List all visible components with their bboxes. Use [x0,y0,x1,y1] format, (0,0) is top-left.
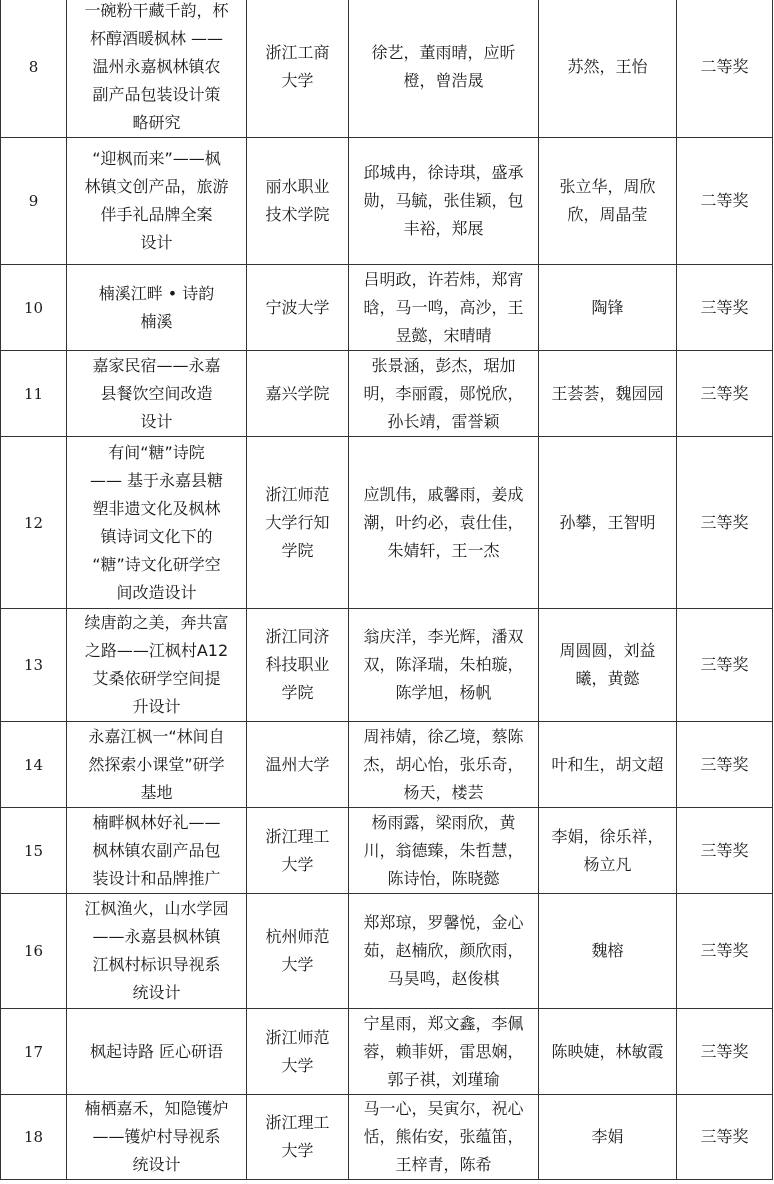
school-cell [247,351,349,437]
project-title-cell-line: 副产品包装设计策 [92,85,221,104]
students-cell-line: 朱婧轩，王一杰 [387,540,500,560]
school-cell-line: 大学 [281,1141,314,1160]
award-cell: 三等奖 [677,1009,773,1095]
advisors-cell [539,1095,677,1180]
row-number-cell: 17 [1,1009,67,1095]
school-cell [247,265,349,351]
advisors-cell-line: 李娟 [591,1127,624,1146]
row-number-cell: 10 [1,265,67,351]
project-title-cell-line: 之路——江枫村A12 [84,641,229,660]
project-title-cell-line: “迎枫而来”——枫 [92,149,221,168]
school-cell-line: 科技职业 [265,655,330,674]
school-cell [247,722,349,808]
project-title-cell-line: 楠溪江畔 • 诗韵 [98,283,215,303]
advisors-cell-line: 张立华，周欣 [559,177,656,196]
advisors-cell [539,138,677,265]
students-cell-line: 郭子祺，刘瑾瑜 [387,1069,500,1089]
project-title-cell-line: 统设计 [132,983,181,1002]
project-title-cell-line: 永嘉江枫一“林间自 [88,726,225,746]
students-cell-line: 明，李丽霞，郧悦欣， [363,383,524,403]
project-title-cell-line: ——永嘉县枫林镇 [92,927,221,946]
advisors-cell [539,894,677,1009]
advisors-cell-line: 杨立凡 [583,854,632,874]
project-title-cell-line: 县餐饮空间改造 [100,383,213,403]
project-title-cell [67,1009,247,1095]
table-row [1,609,773,722]
school-cell-line: 杭州师范 [265,927,330,946]
project-title-cell [67,265,247,351]
table-row [1,0,773,138]
project-title-cell [67,722,247,808]
school-cell-line: 学院 [281,683,314,702]
students-cell-line: 马一心，吴寅尔，祝心 [363,1099,524,1118]
school-cell [247,894,349,1009]
students-cell-line: 勋，马毓，张佳颖，包 [363,191,524,210]
school-cell-line: 温州大学 [265,754,330,774]
school-cell-line: 大学 [281,854,314,874]
students-cell-line: 陈学旭，杨帆 [395,683,492,702]
students-cell-line: 双，陈泽瑞，朱柏璇， [363,655,524,674]
advisors-cell-line: 苏然，王怡 [567,57,648,76]
students-cell [349,437,539,609]
project-title-cell [67,808,247,894]
students-cell-line: 张景涵，彭杰，琚加 [371,355,516,375]
advisors-cell [539,0,677,138]
school-cell-line: 大学行知 [265,512,330,532]
table-body [1,0,773,1180]
students-cell-line: 孙长靖，雷誉颖 [387,411,500,431]
students-cell-line: 邱城冉，徐诗琪，盛承 [363,163,524,182]
advisors-cell [539,1009,677,1095]
school-cell-line: 浙江工商 [265,43,330,62]
students-cell-line: 徐艺，董雨晴，应昕 [371,43,516,62]
students-cell-line: 昱懿，宋晴晴 [395,325,492,345]
project-title-cell-line: 楠栖嘉禾，知隐镬炉 [84,1099,229,1118]
project-title-cell-line: 枫林镇农副产品包 [92,840,221,860]
project-title-cell-line: 枫起诗路 匠心研语 [89,1041,224,1061]
students-cell [349,894,539,1009]
school-cell-line: 浙江理工 [265,826,330,846]
project-title-cell-line: 升设计 [132,697,181,716]
students-cell [349,1009,539,1095]
advisors-cell [539,437,677,609]
school-cell-line: 技术学院 [265,205,330,224]
school-cell-line: 大学 [281,1055,314,1075]
advisors-cell [539,609,677,722]
school-cell-line: 浙江理工 [265,1113,330,1132]
students-cell-line: 宁星雨，郑文鑫，李佩 [363,1013,524,1033]
students-cell-line: 马昊鸣，赵俊棋 [387,969,500,988]
advisors-cell-line: 李娟，徐乐祥， [551,826,664,846]
school-cell-line: 浙江师范 [265,484,330,504]
school-cell [247,609,349,722]
project-title-cell-line: 江枫渔火，山水学园 [84,899,229,918]
table-row [1,894,773,1009]
students-cell [349,808,539,894]
students-cell-line: 郑郑琼，罗馨悦，金心 [363,913,524,932]
students-cell-line: 吕明政，许若炜，郑宵 [363,269,524,289]
award-cell: 三等奖 [677,609,773,722]
project-title-cell-line: 杯醇酒暖枫林 —— [89,29,224,48]
students-cell-line: 橙，曾浩晟 [403,71,484,90]
students-cell-line: 应凯伟，戚馨雨，姜成 [363,484,524,504]
advisors-cell [539,722,677,808]
project-title-cell-line: 有间“糖”诗院 [108,442,205,462]
advisors-cell-line: 欣，周晶莹 [567,205,648,224]
project-title-cell-line: 装设计和品牌推广 [92,868,221,888]
table-row [1,1009,773,1095]
table-row [1,722,773,808]
school-cell-line: 浙江同济 [265,627,330,646]
row-number-cell: 12 [1,437,67,609]
row-number-cell: 15 [1,808,67,894]
advisors-cell-line: 叶和生，胡文超 [551,754,664,774]
advisors-cell-line: 陶锋 [591,297,624,317]
row-number-cell: 11 [1,351,67,437]
project-title-cell-line: 江枫村标识导视系 [92,955,221,974]
school-cell [247,437,349,609]
advisors-cell-line: 王荟荟，魏园园 [551,383,664,403]
project-title-cell [67,138,247,265]
students-cell-line: 川，翁德臻，朱哲慧， [363,840,524,860]
school-cell-line: 宁波大学 [265,297,330,317]
project-title-cell-line: 略研究 [132,113,181,132]
project-title-cell-line: ——镬炉村导视系 [92,1127,221,1146]
advisors-cell-line: 陈映婕，林敏霞 [551,1041,664,1061]
school-cell [247,138,349,265]
project-title-cell-line: 设计 [140,233,173,252]
students-cell-line: 王梓青，陈希 [395,1155,492,1174]
table-row [1,1095,773,1180]
table-row [1,808,773,894]
students-cell-line: 周祎婧，徐乙境，蔡陈 [363,726,524,746]
project-title-cell-line: 嘉家民宿——永嘉 [92,355,221,375]
students-cell-line: 翁庆洋，李光辉，潘双 [363,627,524,646]
award-cell: 三等奖 [677,265,773,351]
table-row [1,437,773,609]
project-title-cell [67,894,247,1009]
advisors-cell [539,351,677,437]
school-cell [247,1009,349,1095]
students-cell [349,722,539,808]
project-title-cell [67,351,247,437]
project-title-cell [67,0,247,138]
students-cell-line: 茹，赵楠欣，颜欣雨， [363,941,524,960]
school-cell [247,808,349,894]
students-cell-line: 晗，马一鸣，高沙，王 [363,297,524,317]
advisors-cell-line: 曦，黄懿 [575,669,640,688]
school-cell [247,1095,349,1180]
project-title-cell-line: “糖”诗文化研学空 [92,554,221,574]
row-number-cell: 13 [1,609,67,722]
project-title-cell-line: 基地 [140,782,173,802]
award-cell: 三等奖 [677,894,773,1009]
project-title-cell-line: 伴手礼品牌全案 [100,205,213,224]
project-title-cell-line: 一碗粉干藏千韵，杯 [84,1,229,20]
row-number-cell: 8 [1,0,67,138]
project-title-cell-line: —— 基于永嘉县糖 [89,470,224,490]
students-cell [349,351,539,437]
advisors-cell-line: 魏榕 [591,941,624,960]
project-title-cell-line: 间改造设计 [116,582,197,602]
award-cell: 二等奖 [677,138,773,265]
advisors-cell [539,808,677,894]
advisors-cell-line: 周圆圆，刘益 [559,641,656,660]
project-title-cell-line: 楠溪 [140,311,173,331]
project-title-cell-line: 续唐韵之美，奔共富 [84,613,229,632]
students-cell-line: 蓉，赖菲妍，雷思娴， [363,1041,524,1061]
school-cell-line: 大学 [281,71,314,90]
students-cell-line: 丰裕，郑展 [403,219,484,238]
project-title-cell [67,437,247,609]
students-cell-line: 潮，叶约必，袁仕佳， [363,512,524,532]
school-cell-line: 丽水职业 [265,177,330,196]
advisors-cell-line: 孙攀，王智明 [559,512,656,532]
project-title-cell-line: 艾桑依研学空间提 [92,669,221,688]
award-cell: 三等奖 [677,808,773,894]
students-cell-line: 杨雨露，梁雨欣，黄 [371,812,516,832]
project-title-cell-line: 塑非遗文化及枫林 [92,498,221,518]
project-title-cell-line: 林镇文创产品，旅游 [84,177,229,196]
project-title-cell-line: 温州永嘉枫林镇农 [92,57,221,76]
school-cell-line: 学院 [281,540,314,560]
award-cell: 三等奖 [677,437,773,609]
project-title-cell [67,1095,247,1180]
students-cell [349,609,539,722]
students-cell [349,0,539,138]
project-title-cell-line: 设计 [140,411,173,431]
students-cell-line: 恬，熊佑安，张蕴笛， [363,1127,524,1146]
project-title-cell-line: 镇诗词文化下的 [100,526,213,546]
school-cell-line: 大学 [281,955,314,974]
school-cell [247,0,349,138]
project-title-cell [67,609,247,722]
project-title-cell-line: 楠畔枫林好礼—— [92,812,221,832]
award-cell: 三等奖 [677,1095,773,1180]
students-cell-line: 陈诗怡，陈晓懿 [387,868,500,888]
row-number-cell: 16 [1,894,67,1009]
students-cell-line: 杰，胡心怡，张乐奇， [363,754,524,774]
award-cell: 三等奖 [677,351,773,437]
school-cell-line: 浙江师范 [265,1027,330,1047]
table-row [1,351,773,437]
row-number-cell: 14 [1,722,67,808]
school-cell-line: 嘉兴学院 [265,383,330,403]
students-cell [349,138,539,265]
table-row [1,265,773,351]
award-cell: 三等奖 [677,722,773,808]
table-row [1,138,773,265]
row-number-cell: 18 [1,1095,67,1180]
project-title-cell-line: 统设计 [132,1155,181,1174]
award-cell: 二等奖 [677,0,773,138]
advisors-cell [539,265,677,351]
students-cell-line: 杨天，楼芸 [403,782,484,802]
students-cell [349,1095,539,1180]
project-title-cell-line: 然探索小课堂”研学 [88,754,225,774]
row-number-cell: 9 [1,138,67,265]
students-cell [349,265,539,351]
